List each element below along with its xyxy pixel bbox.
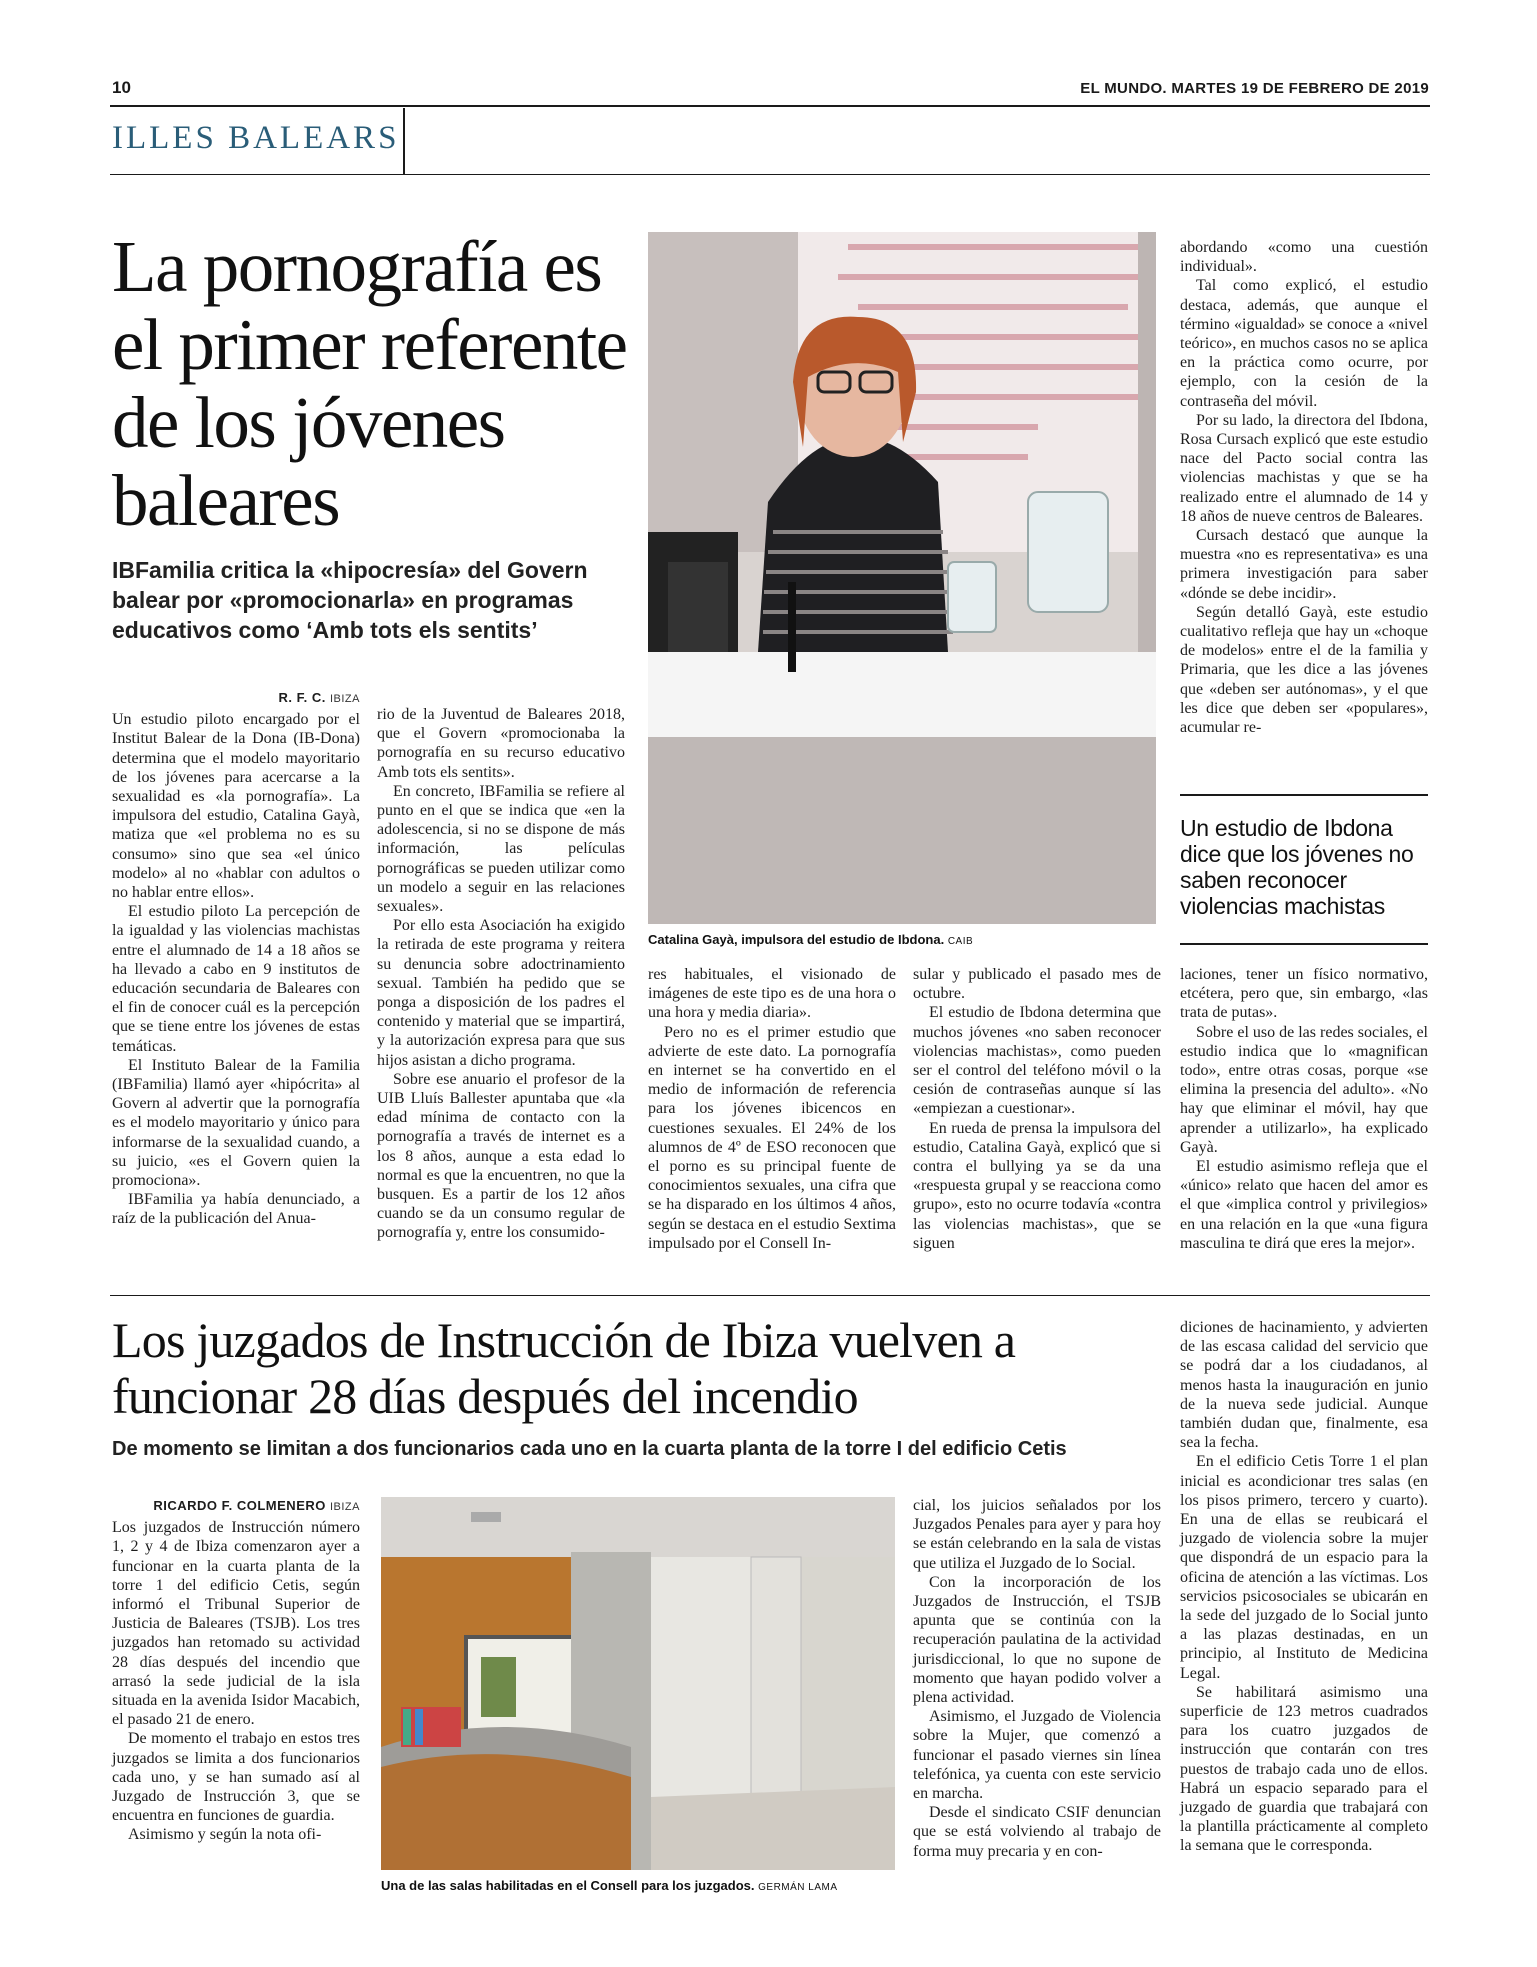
article2-column-2 (913, 1496, 1161, 1861)
byline-name: R. F. C. (278, 690, 326, 705)
byline (112, 688, 360, 709)
paragraph: El estudio asimismo refleja que el «único» relato que hacen del amor es el que «implica control y privilegios» en una relación en la que «una figura masculina te dirá que eres la mejor». (1180, 1158, 1428, 1252)
photo-caption-sala (381, 1878, 895, 1893)
paragraph: Sobre ese anuario el profesor de la UIB Lluís Ballester apuntaba que «la edad mínima de contacto con la pornografía a través de internet es a los 8 años, aunque a esta edad lo normal es que la encuentren, no que la busquen. Es a partir de los 12 años cuando se da un consumo regular de pornografía y, entre los consumido- (377, 1070, 625, 1242)
paragraph: Asimismo, el Juzgado de Violencia sobre la Mujer, que comenzó a funcionar el pasado viernes sin línea telefónica, ya cuenta con este servicio en marcha. (913, 1708, 1161, 1803)
paragraph: Los juzgados de Instrucción número 1, 2 y 4 de Ibiza comenzaron ayer a funcionar en la cuarta planta de la torre 1 del edificio Cetis, según informó el Tribunal Superior de Justicia de Baleares (TSJB). Los tres juzgados han retomado su actividad 28 días después del incendio que arrasó la sede judicial de la isla situada en la avenida Isidor Macabich, el pasado 21 de enero. (112, 1519, 360, 1729)
paragraph: En el edificio Cetis Torre 1 el plan inicial es acondicionar tres salas (en los pisos primero, tercero y cuarto). En una de ellas se reubicará el juzgado de violencia sobre la mujer que dispondrá de un espacio para la oficina de atención a las víctimas. Los servicios psicosociales se ubicarán en la sede del juzgado de lo Social junto a las plazas destinadas, en un principio, al Instituto de Medicina Legal. (1180, 1453, 1428, 1682)
paragraph: IBFamilia ya había denunciado, a raíz de la publicación del Anua- (112, 1191, 360, 1228)
office-room-image (381, 1497, 895, 1870)
photo-credit: CAIB (947, 936, 974, 947)
section-title: ILLES BALEARS (112, 120, 400, 156)
article2-column-3 (1180, 1318, 1428, 1856)
paragraph: El Instituto Balear de la Familia (IBFamilia) llamó ayer «hipócrita» al Govern al advertir que la pornografía es el modelo mayoritario y único para informarse de la sexualidad cuando, a su juicio, «es el Govern quien la promociona». (112, 1056, 360, 1190)
paragraph: Tal como explicó, el estudio destaca, además, que aunque el término «igualdad» se conoce a «nivel teórico», en muchos casos no se aplica en la práctica como ocurre, por ejemplo, con la cesión de la contraseña del móvil. (1180, 277, 1428, 410)
paragraph: Sobre el uso de las redes sociales, el estudio indica que lo «magnifican todo», entre otras cosas, porque «se elimina la presencia del adulto». «No hay que eliminar el móvil, hay que aprender a utilizarlo», ha explicado Gayà. (1180, 1023, 1428, 1156)
article1-column-5-top (1180, 238, 1428, 737)
headline-pornografia: La pornografía es el primer referente de los jóvenes baleares (112, 226, 627, 541)
paragraph: Desde el sindicato CSIF denuncian que se está volviendo al trabajo de forma muy precaria y en con- (913, 1804, 1161, 1860)
paragraph: laciones, tener un físico normativo, etcétera, pero que, sin embargo, «las trata de putas». (1180, 966, 1428, 1022)
article1-column-2 (377, 705, 625, 1243)
paragraph: abordando «como una cuestión individual». (1180, 239, 1428, 276)
photo-caption-catalina (648, 932, 1156, 947)
photo-sala-juzgados (381, 1497, 895, 1870)
photo-catalina-gaya (648, 232, 1156, 924)
byline-location: IBIZA (329, 693, 360, 705)
article-separator (110, 1295, 1430, 1296)
headline-juzgados: Los juzgados de Instrucción de Ibiza vuelven a funcionar 28 días después del incendio (112, 1312, 1016, 1424)
caption-text: Una de las salas habilitadas en el Consell para los juzgados. (381, 1878, 755, 1893)
article1-column-4 (913, 965, 1161, 1253)
section-rule (110, 174, 1430, 175)
article1-column-5-bottom (1180, 965, 1428, 1253)
photo-credit: GERMÁN LAMA (758, 1882, 838, 1893)
byline-location: IBIZA (329, 1501, 360, 1513)
article1-column-1 (112, 688, 360, 1229)
paragraph: Un estudio piloto encargado por el Institut Balear de la Dona (IB-Dona) determina que el modelo mayoritario de los jóvenes para acercarse a la sexualidad es «la pornografía». La impulsora del estudio, Catalina Gayà, matiza que «el problema no es su consumo» sino que sea «el único modelo» al no «hablar con adultos o no hablar entre ellos». (112, 711, 360, 902)
presentation-scene-image (648, 232, 1156, 924)
paragraph: diciones de hacinamiento, y advierten de las escasa calidad del servicio que se podrá dar a los ciudadanos, al menos hasta la inauguración en junio de la nueva sede judicial. Aunque también dudan que, finalmente, esa sea la fecha. (1180, 1319, 1428, 1452)
paragraph: cial, los juicios señalados por los Juzgados Penales para ayer y para hoy se están celebrando en la sala de vistas que utiliza el Juzgado de lo Social. (913, 1497, 1161, 1572)
byline-name: RICARDO F. COLMENERO (153, 1498, 326, 1513)
article1-column-3 (648, 965, 896, 1253)
paragraph: De momento el trabajo en estos tres juzgados se limita a dos funcionarios cada uno, y se han sumado así al Juzgado de Instrucción 3, que se encuentra en funciones de guardia. (112, 1730, 360, 1825)
paragraph: Según detalló Gayà, este estudio cualitativo refleja que hay un «choque de modelos» entre el de la familia y Primaria, que les dice a las jóvenes que «deben ser autónomas», y el que les dice que deben ser «populares», acumular re- (1180, 603, 1428, 737)
paragraph: En rueda de prensa la impulsora del estudio, Catalina Gayà, explicó que si contra el bullying ya se da una «respuesta grupal y se reacciona como grupo», esto no ocurre todavía «contra las violencias machistas», que se siguen (913, 1119, 1161, 1252)
paragraph: Con la incorporación de los Juzgados de Instrucción, el TSJB apunta que se continúa con la recuperación paulatina de la actividad jurisdiccional, lo que no supone de momento que hayan podido volver a plena actividad. (913, 1573, 1161, 1707)
paragraph: res habituales, el visionado de imágenes de este tipo es de una hora o una hora y media diaria». (648, 966, 896, 1022)
paragraph: Por ello esta Asociación ha exigido la retirada de este programa y reitera su denuncia sobre adoctrinamiento sexual. También ha pedido que se ponga a disposición de los padres el contenido y material que se impartirá, y la autorización expresa para que sus hijos asistan a dicho programa. (377, 917, 625, 1069)
section-divider (403, 108, 405, 174)
paragraph: Por su lado, la directora del Ibdona, Rosa Cursach explicó que este estudio nace del Pacto social contra las violencias machistas y que se ha realizado entre el alumnado de 14 y 18 años de nueve centros de Baleares. (1180, 411, 1428, 525)
page-number: 10 (112, 78, 131, 97)
subhead-ibfamilia: IBFamilia critica la «hipocresía» del Govern balear por «promocionarla» en programas educativos como ‘Amb tots els sentits’ (112, 557, 588, 643)
subhead-funcionarios: De momento se limitan a dos funcionarios cada uno en la cuarta planta de la torre I del edificio Cetis (112, 1438, 1067, 1460)
paragraph: Se habilitará asimismo una superficie de 123 metros cuadrados para los cuatro juzgados de instrucción que contarán con tres puestos de trabajo cada uno de ellos. Habrá un espacio separado para el juzgado de guardia que trabajará con la plantilla prácticamente al completo la semana que le corresponda. (1180, 1683, 1428, 1855)
paragraph: Cursach destacó que aunque la muestra «no es representativa» es una primera investigación para saber «dónde se debe incidir». (1180, 527, 1428, 602)
paragraph: sular y publicado el pasado mes de octubre. (913, 966, 1161, 1003)
article2-column-1 (112, 1496, 360, 1845)
paragraph: El estudio piloto La percepción de la igualdad y las violencias machistas entre el alumnado de 14 a 18 años se ha llevado a cabo en 9 institutos de educación secundaria de Baleares con el fin de conocer cuál es la percepción que se tiene entre los jóvenes de estas temáticas. (112, 903, 360, 1055)
pullquote-rule-bottom (1180, 943, 1428, 945)
pullquote-rule-top (1180, 794, 1428, 796)
paragraph: rio de la Juventud de Baleares 2018, que el Govern «promocionaba la pornografía en su recurso educativo Amb tots els sentits». (377, 706, 625, 781)
paragraph: El estudio de Ibdona determina que muchos jóvenes «no saben reconocer violencias machistas», como pueden ser el control del teléfono móvil o la cesión de contraseñas aunque sí las «empiezan a cuestionar». (913, 1004, 1161, 1118)
pullquote: Un estudio de Ibdona dice que los jóvenes no saben reconocer violencias machistas (1180, 815, 1414, 919)
caption-text: Catalina Gayà, impulsora del estudio de Ibdona. (648, 932, 945, 947)
byline (112, 1496, 360, 1517)
paragraph: En concreto, IBFamilia se refiere al punto en el que se indica que «en la adolescencia, si no se dispone de más información, las películas pornográficas se pueden utilizar como un modelo a seguir en las relaciones sexuales». (377, 782, 625, 916)
newspaper-date: EL MUNDO. MARTES 19 DE FEBRERO DE 2019 (1080, 80, 1429, 97)
header-rule (110, 105, 1430, 107)
paragraph: Pero no es el primer estudio que advierte de este dato. La pornografía en internet se ha convertido en el medio de información de referencia para los jóvenes ibicencos en cuestiones sexuales. El 24% de los alumnos de 4º de ESO reconocen que el porno es su principal fuente de conocimientos sexuales, una cifra que se ha disparado en los últimos 4 años, según se destaca en el estudio Sextima impulsado por el Consell In- (648, 1023, 896, 1252)
paragraph: Asimismo y según la nota ofi- (128, 1826, 322, 1844)
